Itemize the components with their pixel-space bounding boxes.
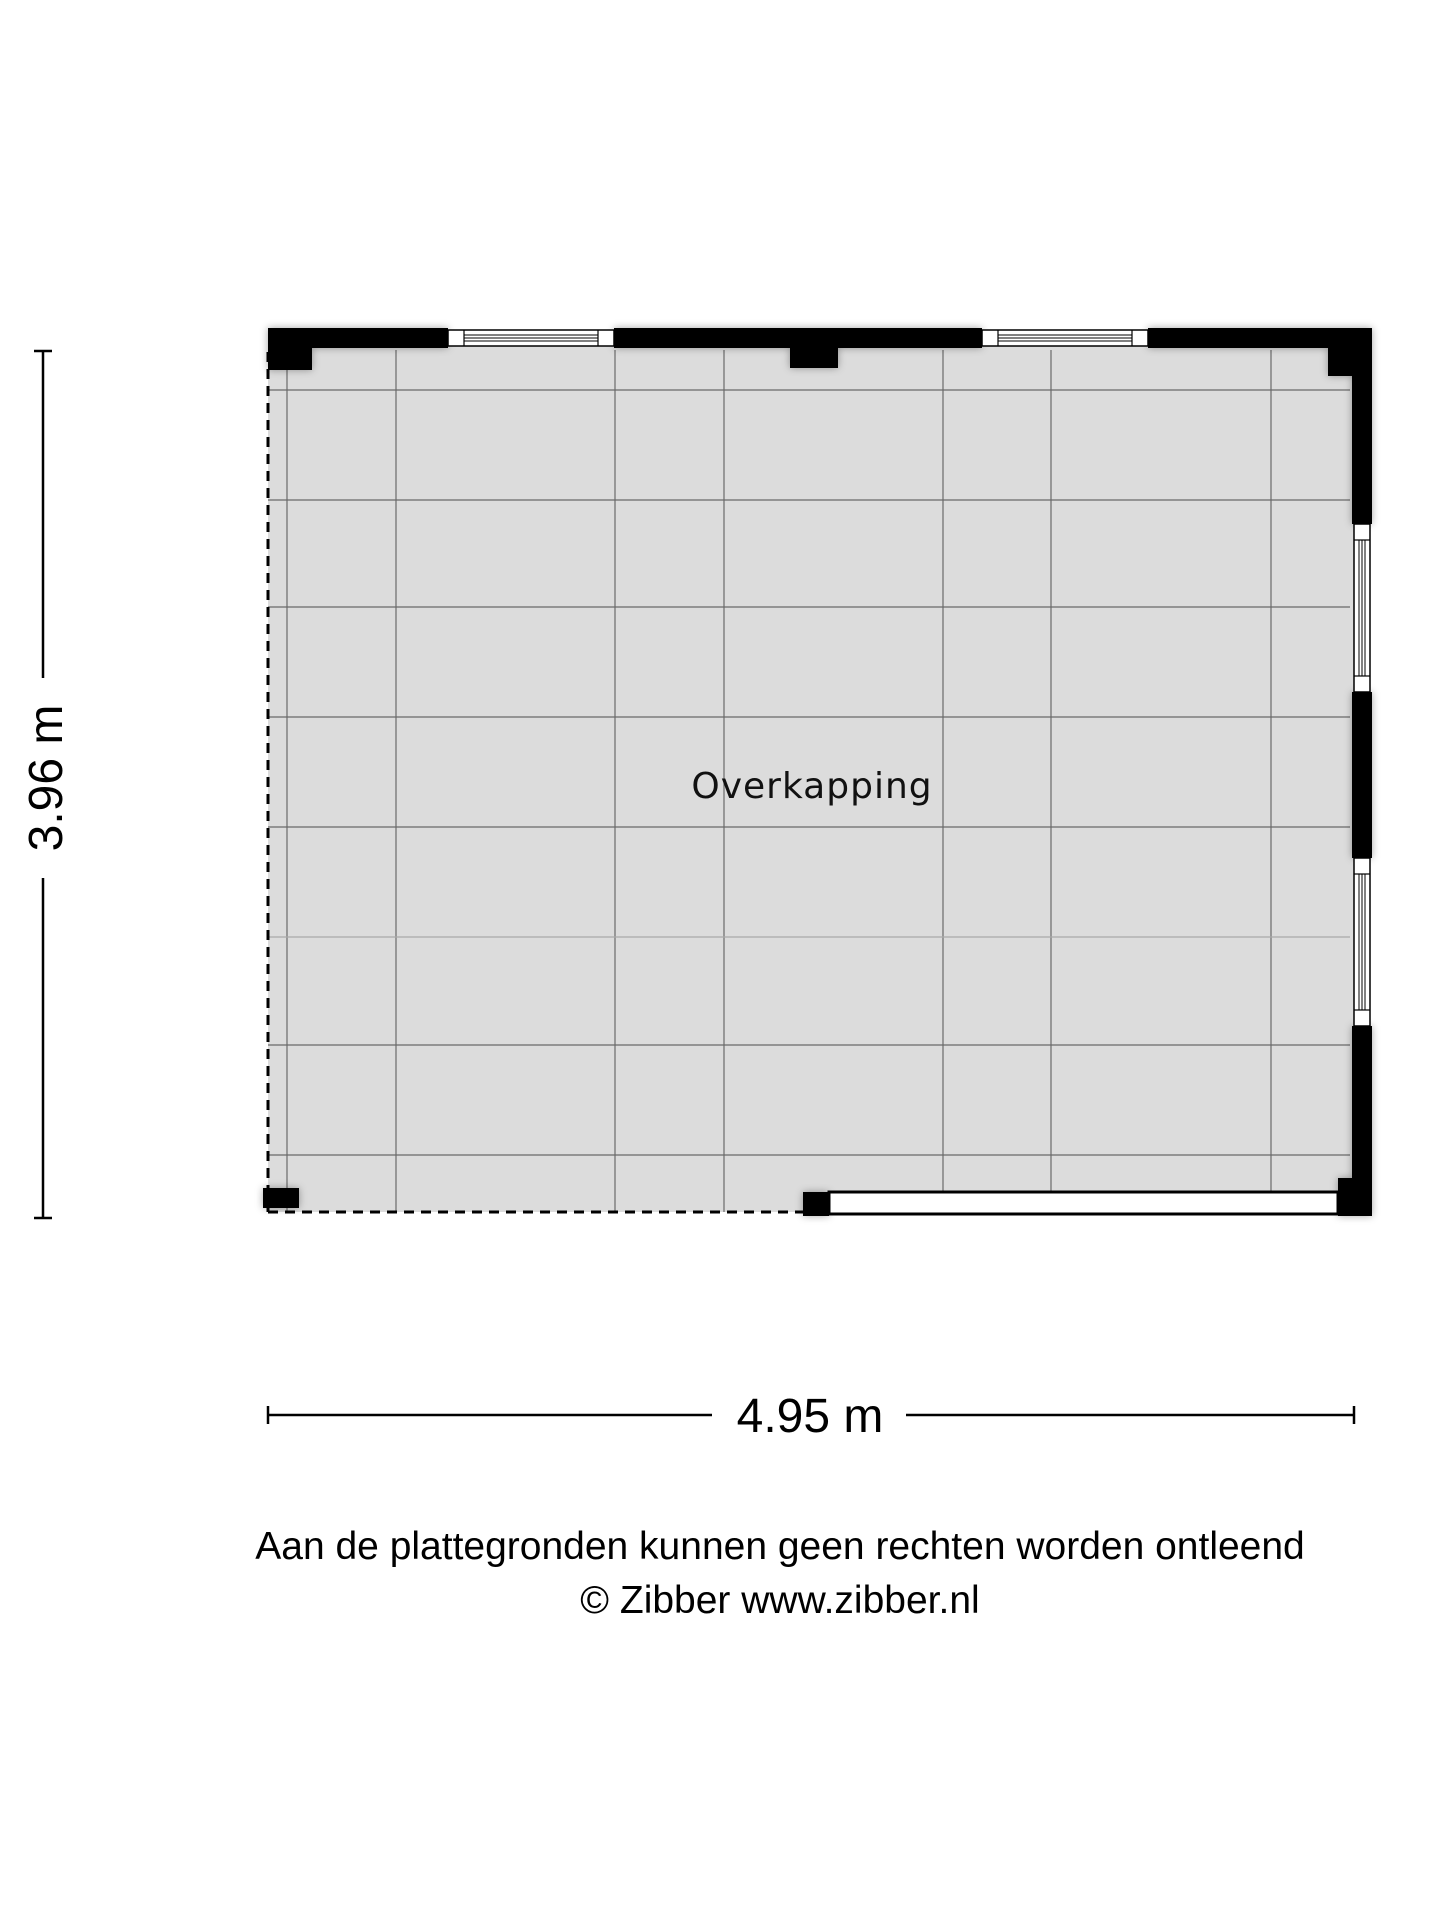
window-top-right bbox=[982, 330, 1148, 346]
column-bottom-right bbox=[1338, 1178, 1372, 1216]
column-top-left bbox=[268, 340, 312, 370]
copyright-text: © Zibber www.zibber.nl bbox=[580, 1579, 980, 1622]
column-bottom-left bbox=[263, 1188, 299, 1208]
disclaimer-text: Aan de plattegronden kunnen geen rechten worden ontleend bbox=[255, 1525, 1305, 1568]
window-right-lower bbox=[1354, 858, 1370, 1026]
window-right-upper bbox=[1354, 524, 1370, 692]
wall-right-middle bbox=[1352, 692, 1372, 858]
window-top-left bbox=[448, 330, 614, 346]
column-top-middle bbox=[790, 340, 838, 368]
room-label: Overkapping bbox=[691, 766, 933, 807]
low-wall-bottom bbox=[829, 1192, 1338, 1214]
dimension-depth-label: 3.96 m bbox=[20, 704, 73, 852]
column-bottom-middle bbox=[803, 1192, 829, 1216]
column-top-right bbox=[1328, 340, 1372, 376]
dimension-width-label: 4.95 m bbox=[736, 1390, 884, 1443]
